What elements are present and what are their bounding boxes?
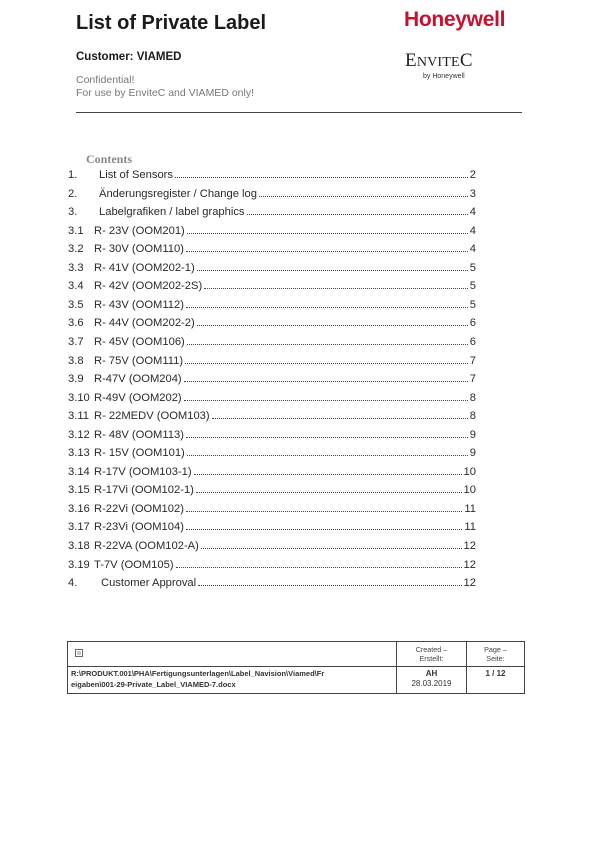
contents-heading: Contents: [86, 152, 133, 166]
toc-entry-leader: [186, 428, 468, 438]
created-header: [397, 645, 466, 663]
toc-entry[interactable]: [68, 409, 476, 425]
toc-entry-number: 3.18: [68, 540, 90, 552]
toc-entry-page: 8: [469, 391, 476, 404]
toc-entry-page: 7: [469, 354, 476, 367]
toc-entry[interactable]: [68, 558, 476, 574]
toc-entry[interactable]: [68, 316, 476, 332]
toc-entry-text: List of Sensors: [99, 169, 173, 181]
toc-entry-text: R-22VA (OOM102-A): [94, 540, 199, 552]
toc-entry[interactable]: [68, 446, 476, 462]
toc-entry-text: R-22Vi (OOM102): [94, 502, 184, 515]
file-path-line-2: eigaben\001-29-Private_Label_VIAMED-7.docx: [71, 680, 236, 689]
toc-entry-number: 3.: [68, 206, 78, 219]
toc-entry-page: 12: [463, 577, 476, 590]
toc-entry-leader: [197, 316, 468, 326]
created-label: Created –: [415, 645, 448, 654]
toc-entry-text: R- 15V (OOM101): [94, 447, 185, 460]
toc-entry-page: 9: [469, 428, 476, 441]
toc-entry-leader: [186, 298, 468, 308]
toc-entry-text: R-23Vi (OOM104): [94, 521, 184, 534]
toc-entry-page: 11: [464, 502, 476, 515]
toc-entry-page: 7: [469, 373, 476, 386]
document-icon: [75, 649, 83, 657]
toc-entry-leader: [204, 279, 468, 289]
toc-entry-number: 3.11: [68, 410, 89, 423]
toc-entry-number: 3.1: [68, 224, 84, 237]
toc-entry-text: T-7V (OOM105): [94, 558, 174, 571]
toc-entry-leader: [247, 205, 468, 215]
toc-entry[interactable]: [68, 279, 476, 295]
toc-entry-number: 3.6: [68, 317, 84, 330]
toc-entry[interactable]: [68, 502, 476, 518]
by-honeywell-tag: by Honeywell: [423, 73, 465, 80]
toc-entry-number: 2.: [68, 187, 78, 200]
toc-entry-leader: [185, 354, 468, 364]
toc-entry-leader: [212, 409, 468, 419]
footer-divider-h: [68, 666, 524, 667]
toc-entry-page: 4: [469, 224, 476, 237]
toc-entry-number: 3.9: [68, 373, 84, 386]
toc-entry-leader: [176, 558, 462, 568]
toc-entry-number: 3.16: [68, 502, 90, 515]
toc-entry-text: R-17Vi (OOM102-1): [94, 484, 194, 497]
toc-entry-page: 12: [463, 540, 476, 552]
toc-entry-page: 5: [469, 261, 476, 274]
toc-entry-text: R- 30V (OOM110): [94, 243, 184, 256]
file-path-line-1: R:\PRODUKT.001\PHA\Fertigungsunterlagen\Label_Navision\Viamed\Fr: [71, 669, 325, 678]
envitec-logo: [405, 50, 473, 72]
toc-entry-leader: [186, 502, 462, 512]
envitec-logo-c: C: [459, 50, 473, 71]
toc-entry-number: 3.17: [68, 521, 90, 534]
header-divider: [76, 112, 522, 113]
toc-entry-text: R- 23V (OOM201): [94, 224, 185, 237]
toc-entry-page: 12: [463, 558, 476, 571]
toc-entry-leader: [187, 335, 468, 345]
toc-entry-text: R- 43V (OOM112): [94, 298, 184, 311]
document-footer: [67, 641, 525, 694]
toc-entry-number: 3.5: [68, 298, 84, 311]
toc-entry-text: R- 22MEDV (OOM103): [94, 410, 210, 423]
envitec-logo-e: E: [405, 50, 417, 71]
toc-entry[interactable]: [68, 168, 476, 184]
toc-entry[interactable]: [68, 187, 476, 203]
toc-entry-leader: [175, 168, 468, 178]
toc-entry-leader: [194, 465, 462, 475]
toc-entry-text: Labelgrafiken / label graphics: [99, 206, 245, 219]
toc-entry-page: 2: [469, 169, 476, 181]
toc-entry[interactable]: [68, 354, 476, 370]
toc-entry[interactable]: [68, 520, 476, 536]
toc-entry[interactable]: [68, 391, 476, 407]
toc-entry[interactable]: [68, 205, 476, 221]
honeywell-logo: Honeywell: [404, 8, 506, 31]
toc-entry-page: 6: [469, 317, 476, 330]
toc-entry[interactable]: [68, 483, 476, 499]
toc-entry-number: 3.2: [68, 243, 84, 256]
toc-entry-page: 11: [464, 521, 476, 534]
toc-entry-text: R- 75V (OOM111): [94, 354, 184, 367]
toc-entry-number: 3.19: [68, 558, 90, 571]
toc-entry-text: R- 45V (OOM106): [94, 335, 185, 348]
toc-entry[interactable]: [68, 242, 476, 258]
toc-entry-leader: [186, 242, 468, 252]
toc-entry-text: Customer Approval: [101, 577, 197, 590]
toc-entry-leader: [198, 576, 461, 586]
toc-entry-number: 4.: [68, 577, 78, 590]
toc-entry-leader: [197, 261, 468, 271]
toc-entry-page: 3: [469, 187, 476, 200]
toc-entry-page: 4: [469, 243, 476, 256]
toc-entry-leader: [259, 187, 468, 197]
toc-entry-leader: [196, 483, 462, 493]
toc-entry-text: R-47V (OOM204): [94, 373, 182, 386]
toc-entry-number: 3.10: [68, 391, 90, 404]
toc-entry-text: R- 42V (OOM202-2S): [94, 280, 203, 293]
envitec-logo-nvite: NVITE: [416, 55, 460, 70]
page-label: Page –: [484, 645, 507, 654]
page-number: 1 / 12: [485, 669, 506, 678]
toc-entry-leader: [184, 372, 468, 382]
toc-entry-leader: [184, 391, 468, 401]
toc-entry-text: R- 48V (OOM113): [94, 428, 184, 441]
toc-entry-leader: [187, 224, 468, 234]
toc-entry-leader: [201, 539, 462, 549]
toc-entry[interactable]: [68, 261, 476, 277]
toc-entry-page: 6: [469, 335, 476, 348]
toc-entry-page: 10: [463, 484, 476, 497]
page-header: [467, 645, 524, 663]
toc-entry-text: R-17V (OOM103-1): [94, 465, 192, 478]
toc-entry-number: 1.: [68, 169, 78, 181]
toc-entry[interactable]: [68, 372, 476, 388]
toc-entry-number: 3.3: [68, 261, 84, 274]
toc-entry-leader: [186, 520, 462, 530]
toc-entry[interactable]: [68, 539, 476, 555]
usage-notice: For use by EnviteC and VIAMED only!: [76, 87, 254, 99]
toc-entry[interactable]: [68, 335, 476, 351]
toc-entry-leader: [187, 446, 468, 456]
toc-entry-number: 3.4: [68, 280, 84, 293]
created-label-de: Erstellt:: [419, 654, 444, 663]
document-title: List of Private Label: [76, 12, 267, 34]
toc-entry-number: 3.8: [68, 354, 84, 367]
page-label-de: Seite:: [486, 654, 505, 663]
toc-entry-page: 4: [469, 206, 476, 219]
created-date: 28.03.2019: [411, 679, 452, 688]
toc-entry-number: 3.14: [68, 465, 90, 478]
toc-entry[interactable]: [68, 224, 476, 240]
toc-entry-number: 3.12: [68, 428, 90, 441]
toc-entry-text: R- 41V (OOM202-1): [94, 261, 195, 274]
toc-entry-page: 5: [469, 280, 476, 293]
toc-entry-number: 3.13: [68, 447, 90, 460]
toc-entry-number: 3.7: [68, 335, 84, 348]
toc-entry-text: Änderungsregister / Change log: [99, 187, 257, 200]
toc-entry[interactable]: [68, 465, 476, 481]
toc-entry-text: R- 44V (OOM202-2): [94, 317, 195, 330]
toc-entry[interactable]: [68, 576, 476, 592]
toc-entry-page: 5: [469, 298, 476, 311]
customer-line: Customer: VIAMED: [76, 51, 182, 63]
confidential-notice: Confidential!: [76, 74, 135, 86]
toc-entry-page: 10: [463, 465, 476, 478]
toc-entry[interactable]: [68, 428, 476, 444]
toc-entry[interactable]: [68, 298, 476, 314]
toc-entry-page: 8: [469, 410, 476, 423]
toc-entry-page: 9: [469, 447, 476, 460]
toc-entry-number: 3.15: [68, 484, 90, 497]
created-by: AH: [425, 669, 438, 678]
toc-entry-text: R-49V (OOM202): [94, 391, 182, 404]
